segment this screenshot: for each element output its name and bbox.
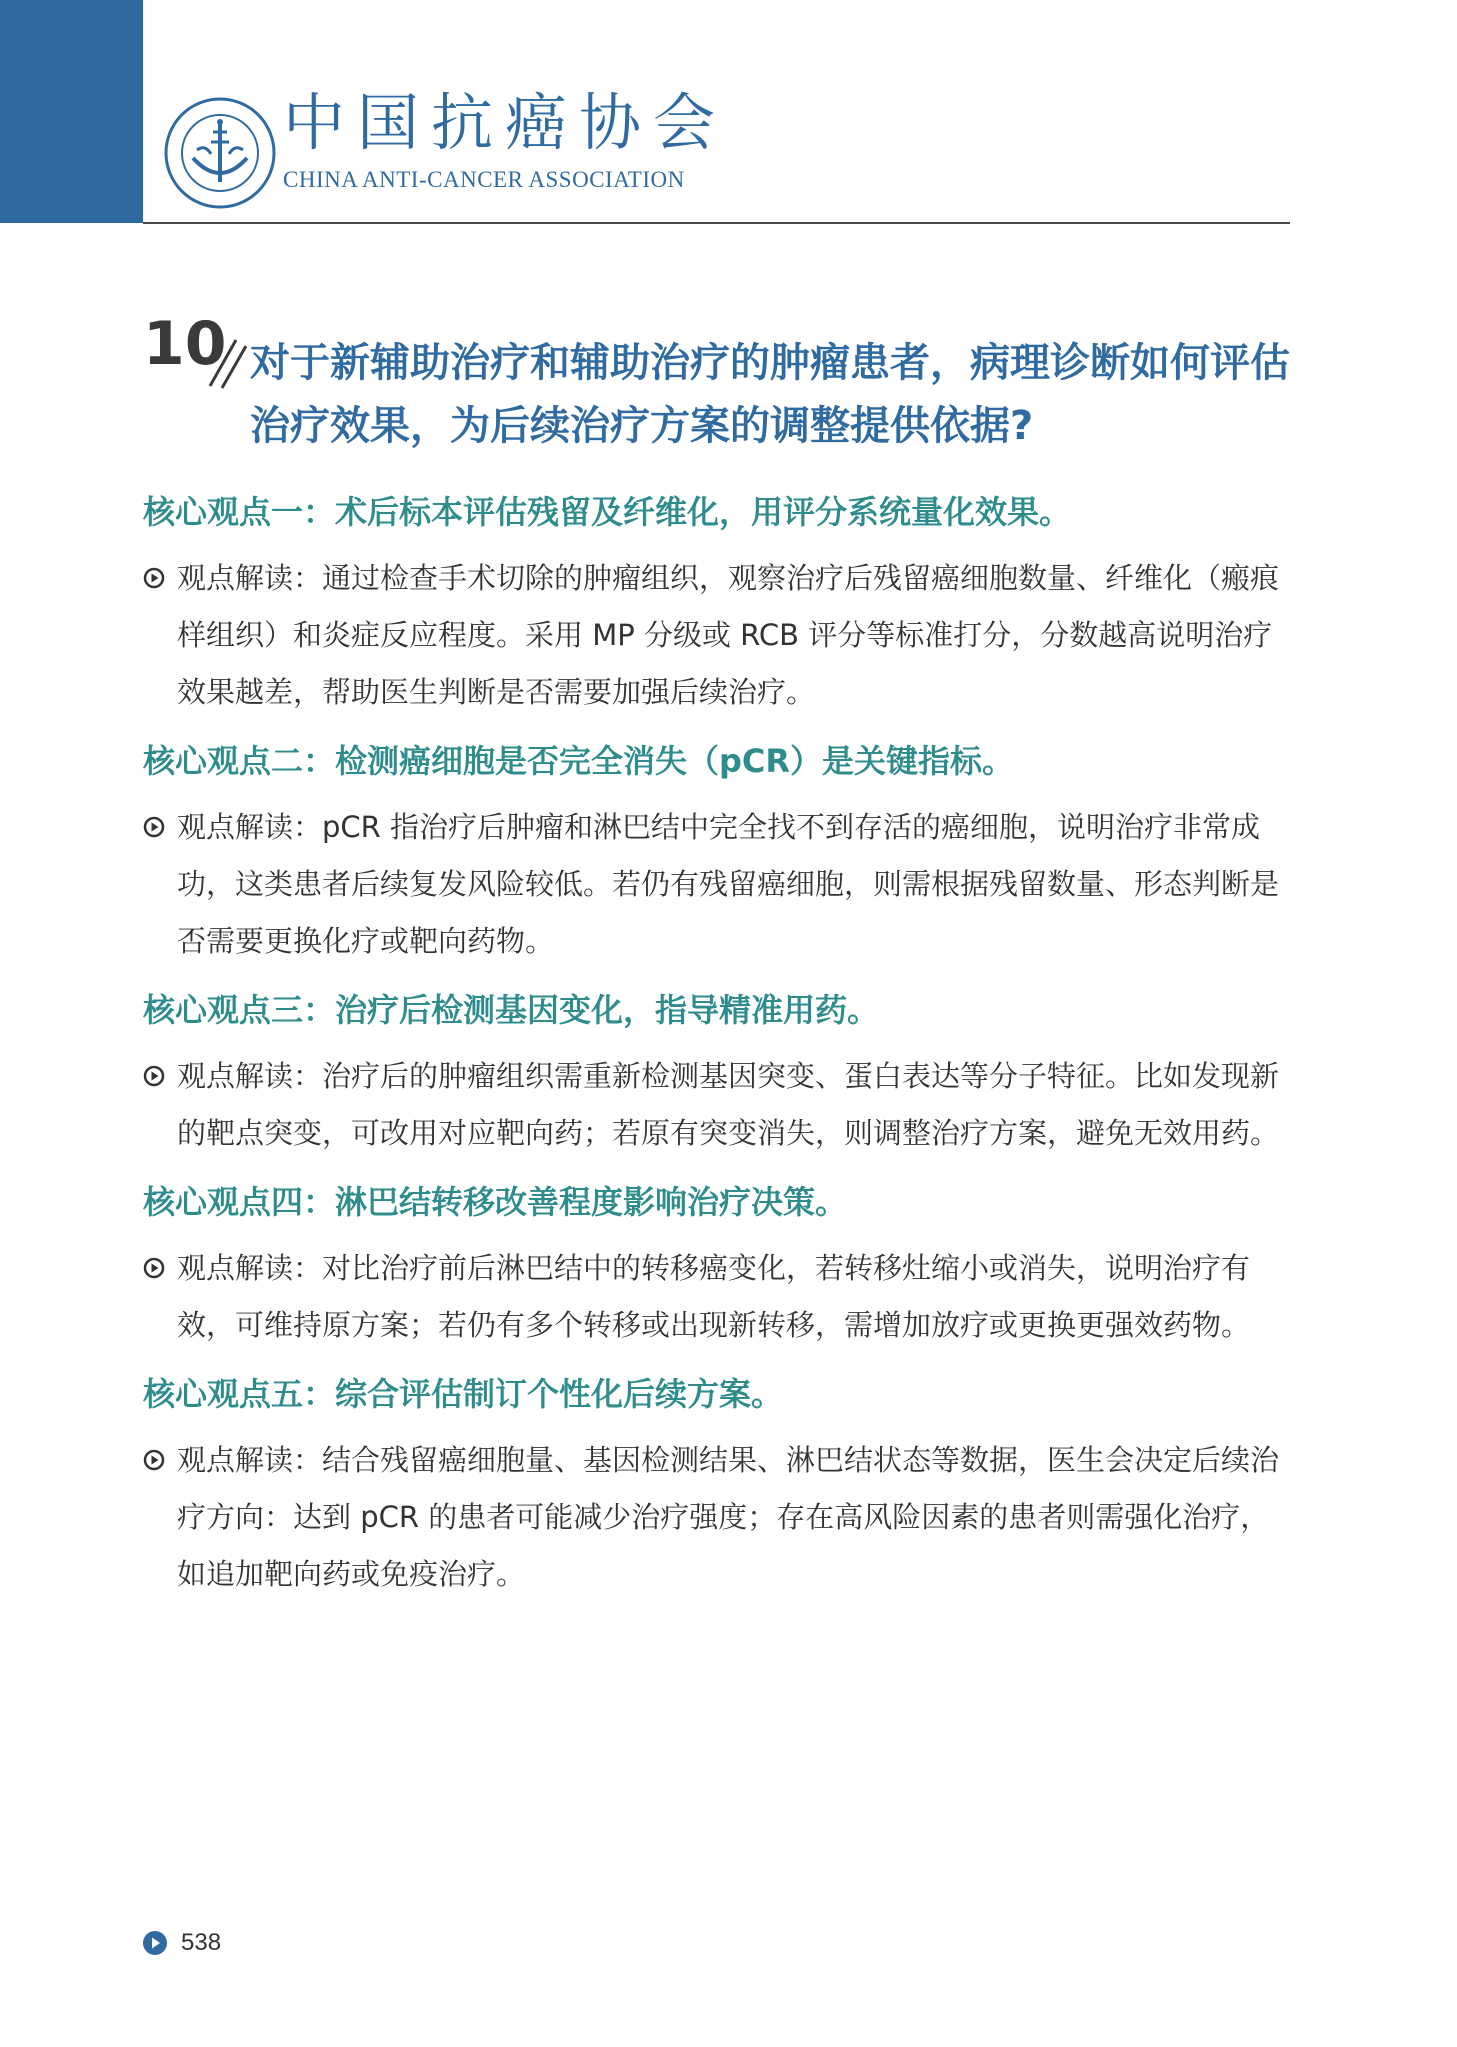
point-4 [143,1176,1293,1354]
point-title: 核心观点五：综合评估制订个性化后续方案。 [143,1375,784,1413]
question-number: 10 [143,309,227,379]
point-body-text: 观点解读：通过检查手术切除的肿瘤组织，观察治疗后残留癌细胞数量、纤维化（瘢痕样组织）和炎症反应程度。采用 MP 分级或 RCB 评分等标准打分，分数越高说明治疗效果越差，帮助医生判断是否需要加强后续治疗。 [177,561,1280,709]
association-seal-icon [163,96,277,210]
header-blue-tab [0,0,143,223]
org-name-en: CHINA ANTI-CANCER ASSOCIATION [283,167,685,192]
point-title: 核心观点四：淋巴结转移改善程度影响治疗决策。 [143,1183,848,1221]
play-bullet-icon [143,567,165,589]
point-title: 核心观点一：术后标本评估残留及纤维化，用评分系统量化效果。 [143,493,1072,531]
play-bullet-icon [143,1257,165,1279]
point-body-text: 观点解读：结合残留癌细胞量、基因检测结果、淋巴结状态等数据，医生会决定后续治疗方向：达到 pCR 的患者可能减少治疗强度；存在高风险因素的患者则需强化治疗，如追加靶向药或免疫治疗。 [177,1443,1280,1591]
point-5 [143,1368,1293,1603]
point-3 [143,984,1293,1162]
point-body [143,1432,1293,1603]
point-body [143,550,1293,721]
point-title: 核心观点三：治疗后检测基因变化，指导精准用药。 [143,991,880,1029]
point-title: 核心观点二：检测癌细胞是否完全消失（pCR）是关键指标。 [143,742,1015,780]
point-body-text: 观点解读：pCR 指治疗后肿瘤和淋巴结中完全找不到存活的癌细胞，说明治疗非常成功，这类患者后续复发风险较低。若仍有残留癌细胞，则需根据残留数量、形态判断是否需要更换化疗或靶向药物。 [177,810,1280,958]
question-title: 对于新辅助治疗和辅助治疗的肿瘤患者，病理诊断如何评估治疗效果，为后续治疗方案的调整提供依据? [250,340,1290,449]
point-2 [143,735,1293,970]
point-body [143,799,1293,970]
point-1 [143,486,1293,721]
point-body-text: 观点解读：治疗后的肿瘤组织需重新检测基因突变、蛋白表达等分子特征。比如发现新的靶点突变，可改用对应靶向药；若原有突变消失，则调整治疗方案，避免无效用药。 [177,1059,1280,1150]
play-bullet-icon [143,816,165,838]
header-divider [143,222,1290,224]
point-body [143,1240,1293,1354]
points-list [143,486,1293,1617]
play-bullet-icon [143,1449,165,1471]
play-bullet-icon [143,1065,165,1087]
double-slash-icon [206,338,250,390]
org-name-cn: 中国抗癌协会 [283,86,728,159]
point-body-text: 观点解读：对比治疗前后淋巴结中的转移癌变化，若转移灶缩小或消失，说明治疗有效，可维持原方案；若仍有多个转移或出现新转移，需增加放疗或更换更强效药物。 [177,1251,1251,1342]
page-play-icon [143,1931,167,1955]
page-number: 538 [181,1929,222,1956]
point-body [143,1048,1293,1162]
